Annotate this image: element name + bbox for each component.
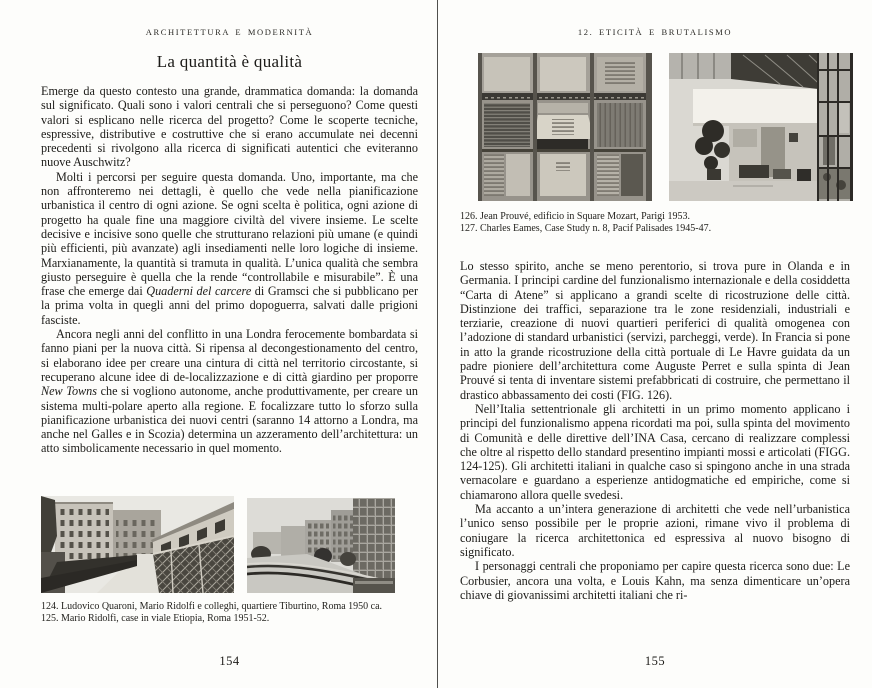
figures-row-left — [41, 496, 395, 593]
body-paragraph: Ma accanto a un’intera generazione di architetti che vede nell’urbanistica l’unico senso possibile per le proprie azioni, rimane vivo il problema di coniugare la ricerca architettonica ed espressiva al nuovo bisogno di significato. — [460, 502, 850, 559]
figure-caption: 126. Jean Prouvé, edificio in Square Mozart, Parigi 1953. — [460, 211, 690, 222]
body-text-right — [460, 259, 850, 602]
page-right — [438, 0, 872, 688]
caption-list-right — [460, 211, 852, 236]
body-paragraph: Lo stesso spirito, anche se meno perentorio, si trova pure in Olanda e in Germania. I principi cardine del funzionalismo internazionale e della cosiddetta “Carta di Atene” si applicano a grandi scelte di ricostruzione delle città. Distinzione dei traffici, separazione tra le zone residenziali, industriali e terziarie, creazione di nuovi quartieri periferici di qualità omogenea con l’adozione di standard urbanistici (servizi, parcheggi, verde). In Francia si pone in atto la grande ricostruzione della città portuale di Le Havre guidata da un padre pioniere dell’architettura come Auguste Perret e sulla spinta di Jean Prouvé si tenta di inventare sistemi prefabbricati di costruire, che permettano il drastico abbassamento dei costi (FIG. 126). — [460, 259, 850, 402]
photo-tiburtino — [41, 496, 234, 593]
body-paragraph: Nell’Italia settentrionale gli architetti in un primo momento applicano i principi del funzionalismo appena ricordati ma poi, sulla spinta del movimento di Comunità e delle direttive dell’INA Casa, cercano di realizzare complessi che oltre al rispetto dello standard presentino impianti mossi e articolati (FIGG. 124-125). Gli architetti italiani in qualche caso si spingono anche in una strada vernacolare e guardano a esperienze antidogmatiche ed empiriche, come si chiamarono allora quelle svedesi. — [460, 401, 850, 502]
section-title: La quantità è qualità — [156, 52, 303, 71]
photo-eames-interior — [669, 53, 853, 201]
body-paragraph: Emerge da questo contesto una grande, drammatica domanda: la domanda sul significato. Quali sono i valori centrali che si perseguono? Come questi valori si esplicano nelle ricerca del progetto? Come le scoperte tecniche, espressive, distributive e costruttive che si erano accumulate nei decenni precedenti si rivolgono alla ricerca di significati autentici che eviteranno nuove Auschwitz? — [41, 84, 418, 170]
figure-caption: 127. Charles Eames, Case Study n. 8, Pacif Palisades 1945-47. — [460, 223, 712, 235]
photo-prouve-facade — [478, 53, 652, 201]
figures-row-right — [478, 53, 853, 201]
caption-list-left — [41, 601, 426, 626]
photo-viale-etiopia — [247, 498, 395, 593]
running-head-left: ARCHITETTURA E MODERNITÀ — [145, 27, 314, 37]
figure-photo-124 — [41, 496, 234, 593]
figure-photo-125 — [247, 498, 395, 593]
figure-caption: 124. Ludovico Quaroni, Mario Ridolfi e colleghi, quartiere Tiburtino, Roma 1950 ca. — [41, 601, 383, 612]
page-number-left: 154 — [219, 654, 240, 668]
body-text-left — [41, 84, 418, 456]
page-number-right: 155 — [644, 654, 666, 668]
figure-caption: 125. Mario Ridolfi, case in viale Etiopia, Roma 1951-52. — [41, 613, 270, 625]
body-paragraph: Molti i percorsi per seguire questa domanda. Uno, importante, ma che non affronteremo nei dettagli, è quello che vede nella pianificazione urbanistica il centro di ogni azione. Se ogni scelta è politica, ogni azione di progetto ha quale fine una maggiore civiltà del vivere insieme. Le scelte decisive e incisive sono quelle che strutturano relazioni più umane (e quindi più efficienti, più avanzate) agli insediamenti nelle loro logiche di insieme. Marxianamente, la quantità si tramuta in qualità. L’unica qualità che sembra giusto perseguire è quella che la rende “controllabile e misurabile”. È una frase che emerge dai Quaderni del carcere di Gramsci che si pubblicano per la prima volta in quegli anni del primo dopoguerra, salvati dalle prigioni fasciste. — [41, 169, 419, 327]
body-paragraph: Ancora negli anni del conflitto in una Londra ferocemente bombardata si fanno piani per la nuova città. Si ripensa al decongestionamento del centro, si elaborano idee per creare una cintura di città nel territorio circostante, si recuperano alcune idee di de-localizzazione e di città giardino per proporre New Towns che si vogliono autonome, anche produttivamente, per creare un sistema multi-polare aperto alla regione. E focalizzare tutto lo sforzo sulla pianificazione urbanistica dei nuovi centri (saranno 14 attorno a Londra, ma anche nel Galles e in Scozia) determina un azzeramento dell’architettura: un atto simbolicamente necessario in quel momento. — [41, 327, 418, 456]
figure-photo-127 — [669, 53, 853, 201]
body-paragraph: I personaggi centrali che proponiamo per capire questa ricerca sono due: Le Corbusier, ancora una volta, e Louis Kahn, ma senza dimenticare un’opera chiave di giovanissimi architetti italiani che ri- — [460, 559, 850, 602]
running-head-right: 12. ETICITÀ E BRUTALISMO — [577, 27, 733, 37]
figure-photo-126 — [478, 53, 652, 201]
